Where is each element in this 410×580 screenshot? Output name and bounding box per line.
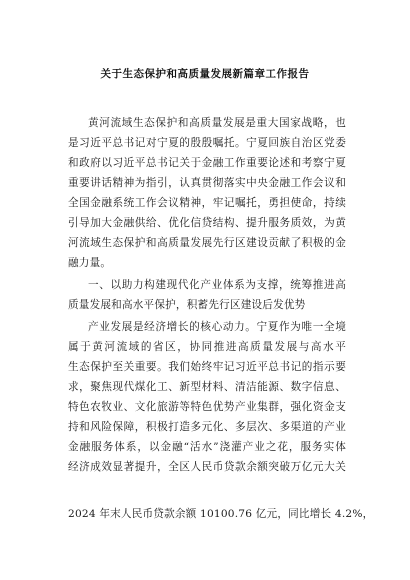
paragraph-line: 融力量。 — [68, 257, 112, 269]
paragraph-line: 特色农牧业、文化旅游等特色优势产业集群，强化资金支 — [68, 401, 346, 413]
paragraph-line: 2024 年末人民币贷款余额 10100.76 亿元，同比增长 4.2%， — [68, 508, 374, 520]
paragraph-line: 生态保护至关重要。我们始终牢记习近平总书记的指示要 — [68, 361, 346, 373]
paragraph-line: 是习近平总书记对宁夏的殷殷嘱托。宁夏回族自治区党委 — [68, 137, 346, 149]
section-heading-line: 质量发展和高水平保护，积蓄先行区建设后发优势 — [68, 299, 306, 311]
paragraph-line: 求，聚焦现代煤化工、新型材料、清洁能源、数字信息、 — [68, 381, 346, 393]
paragraph-line: 和政府以习近平总书记关于金融工作重要论述和考察宁夏 — [68, 157, 346, 169]
paragraph-line: 黄河流域生态保护和高质量发展是重大国家战略，也 — [88, 117, 346, 129]
paragraph-line: 金融服务体系，以金融“活水”浇灌产业之花，服务实体 — [68, 441, 346, 453]
paragraph-line: 重要讲话精神为指引，认真贯彻落实中央金融工作会议和 — [68, 177, 346, 189]
paragraph-line: 产业发展是经济增长的核心动力。宁夏作为唯一全境 — [88, 321, 346, 333]
paragraph-line: 经济成效显著提升，全区人民币贷款余额突破万亿元大关 — [68, 461, 346, 473]
section-heading-line: 一、以助力构建现代化产业体系为支撑，统筹推进高 — [88, 279, 346, 291]
document-title: 关于生态保护和高质量发展新篇章工作报告 — [100, 68, 310, 80]
paragraph-line: 全国金融系统工作会议精神，牢记嘱托，勇担使命，持续 — [68, 197, 346, 209]
paragraph-line: 属于黄河流域的省区，协同推进高质量发展与高水平 — [68, 341, 346, 353]
paragraph-line: 持和风险保障，积极打造多元化、多层次、多渠道的产业 — [68, 421, 346, 433]
paragraph-line: 引导加大金融供给、优化信贷结构、提升服务质效，为黄 — [68, 217, 346, 229]
paragraph-line: 河流域生态保护和高质量发展先行区建设贡献了积极的金 — [68, 237, 346, 249]
